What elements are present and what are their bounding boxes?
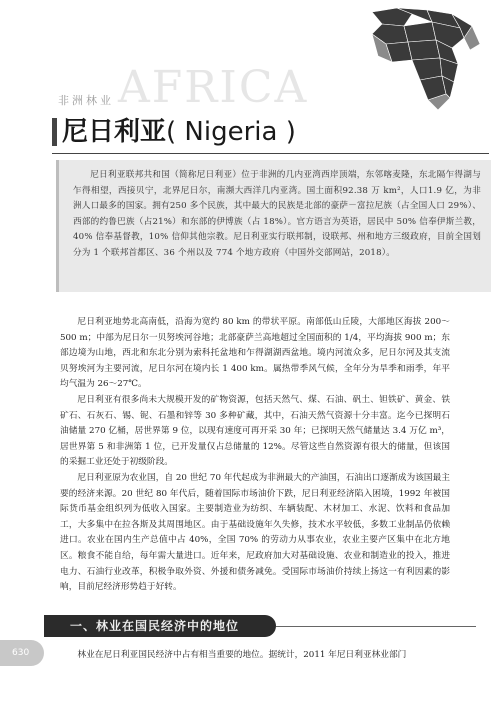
section-heading-text: 一、林业在国民经济中的地位 bbox=[70, 619, 240, 633]
section-heading bbox=[44, 615, 276, 637]
page-number: 630 bbox=[12, 648, 30, 658]
section-first-line: 林业在尼日利亚国民经济中占有相当重要的地位。据统计，2011 年尼日利亚林业部门 bbox=[77, 650, 407, 660]
title-latin: ( Nigeria ) bbox=[166, 117, 296, 147]
section-rule bbox=[276, 626, 476, 627]
chapter-title-bar bbox=[52, 114, 489, 150]
title-underline bbox=[52, 153, 489, 154]
title-chinese: 尼日利亚 bbox=[62, 117, 167, 147]
series-label: 非洲林业 bbox=[58, 94, 114, 107]
summary-text: 尼日利亚联邦共和国（简称尼日利亚）位于非洲的几内亚湾西岸顶端，东邻喀麦隆，东北隔乍得湖与乍得相望，西接贝宁，北界尼日尔，南濒大西洋几内亚湾。国土面积92.38 万 km²，人口1.9 亿，为非洲人口最多的国家。拥有250 多个民族，其中最大的民族是北部的豪萨－富拉尼族（占全国人口 29%）、西部的约鲁巴族（占21%）和东部的伊博族（占 18%）。官方语言为英语，居民中 50% 信奉伊斯兰教，40% 信奉基督教，10% 信仰其他宗教。尼日利亚实行联邦制，设联邦、州和地方三级政府，目前全国划分为 1 个联邦首都区、36 个州以及 774 个地方政府（中国外交部网站，2018）。 bbox=[73, 170, 481, 258]
paragraph-economy: 尼日利亚原为农业国，自 20 世纪 70 年代起成为非洲最大的产油国，石油出口逐渐成为该国最主要的经济来源。20 世纪 80 年代后，随着国际市场油价下跌，尼日利亚经济陷入困境，1992 年被国际货币基金组织列为低收入国家。主要制造业为纺织、车辆装配、木材加工、水泥、饮料和食品加工，大多集中在拉各斯及其周围地区。由于基础设施年久失修，技术水平较低，多数工业制品仍依赖进口。农业在国内生产总值中占 40%，全国 70% 的劳动力从事农业，农业主要产区集中在北方地区。粮食不能自给，每年需大量进口。近年来，尼政府加大对基础设施、农业和制造业的投入，推进电力、石油行业改革，积极争取外资、外援和债务减免。受国际市场油价持续上扬这一有利因素的影响，目前尼经济形势趋于好转。 bbox=[60, 472, 450, 593]
title-accent bbox=[52, 118, 57, 146]
body-text bbox=[60, 315, 450, 596]
header-watermark: AFRICA bbox=[118, 62, 309, 113]
paragraph-resources: 尼日利亚有很多尚未大规模开发的矿物资源，包括天然气、煤、石油、矾土、钽铁矿、黄金、铁矿石、石灰石、锡、铌、石墨和锌等 30 多种矿藏，其中，石油天然气资源十分丰富。迄今已探明石油储量 270 亿桶，居世界第 9 位，以现有速度可再开采 30 年；已探明天然气储量达 3.4 万亿 m³，居世界第 5 和非洲第 1 位，已开发量仅占总储量的 12%。尽管这些自然资源有很大的储量，但该国的采掘工业还处于初级阶段。 bbox=[60, 394, 450, 468]
chapter-title bbox=[62, 114, 296, 150]
page-number-tab bbox=[0, 640, 44, 666]
paragraph-geography: 尼日利亚地势北高南低，沿海为宽约 80 km 的带状平原。南部低山丘陵，大部地区海拔 200～500 m；中部为尼日尔一贝努埃河谷地；北部豪萨兰高地超过全国面积的 1/4，平均海拔 900 m；东部边境为山地，西北和东北分别为索科托盆地和乍得湖湖西盆地。境内河流众多，尼日尔河及其支流贝努埃河为主要河流，尼日尔河在境内长 1 400 km。属热带季风气候，全年分为旱季和雨季，年平均气温为 26～27℃。 bbox=[60, 317, 450, 390]
summary-box bbox=[56, 160, 491, 292]
africa-map-graphic bbox=[342, 4, 492, 114]
